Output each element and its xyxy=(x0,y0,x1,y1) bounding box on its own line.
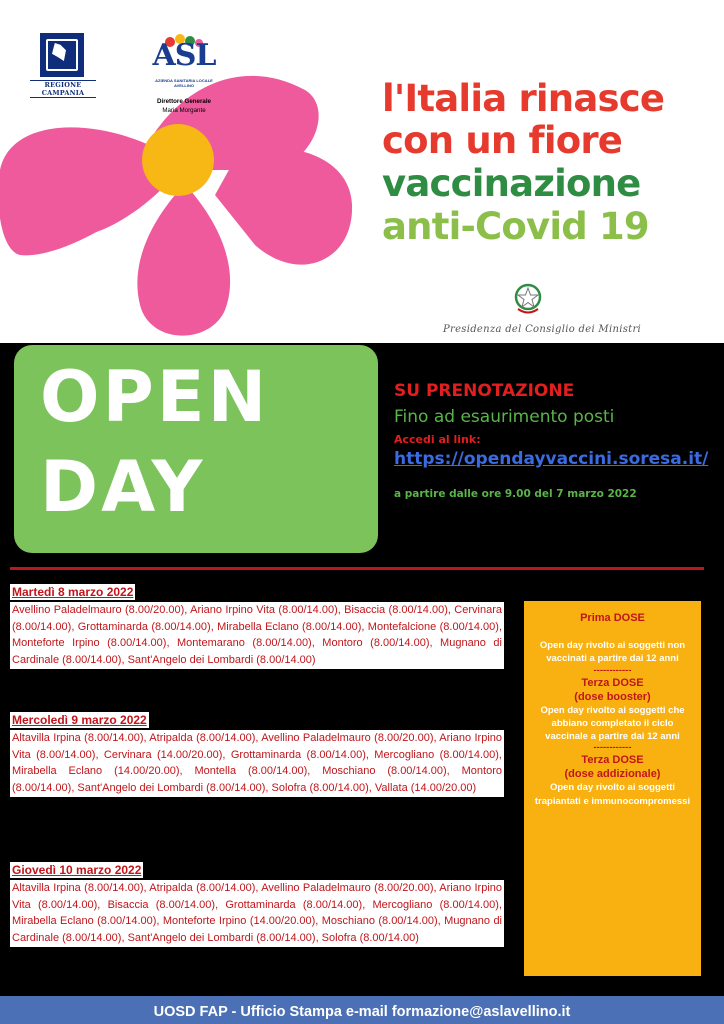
schedule-day-title: Martedì 8 marzo 2022 xyxy=(12,585,134,599)
first-dose-description: Open day rivolto ai soggetti non vaccinati a partire dai 12 anni xyxy=(539,640,686,665)
booster-dose-title: Terza DOSE xyxy=(581,676,644,689)
dose-separator: ------------ xyxy=(593,742,632,754)
divider-line xyxy=(10,567,704,570)
asl-subtitle: AZIENDA SANITARIA LOCALE AVELLINO xyxy=(155,78,213,88)
additional-dose-description: Open day rivolto ai soggetti trapiantati e immunocompromessi xyxy=(534,782,691,807)
booking-link[interactable]: https://opendayvaccini.soresa.it/ xyxy=(394,449,709,469)
campaign-banner xyxy=(0,0,724,343)
flower-center xyxy=(142,124,214,196)
regione-campania-label: REGIONE CAMPANIA xyxy=(30,80,96,98)
booking-info xyxy=(394,380,719,501)
schedule-day-locations: Altavilla Irpina (8.00/14.00), Atripalda (8.00/14.00), Avellino Paladelmauro (8.00/20.00), Ariano Irpino Vita (8.00/14.00), Cervinara (14.00/20.00), Grottaminarda (8.00/14.00), Mercogliano (8.00/14.00), Mirabella Eclano (14.00/20.00), Montella (8.00/14.00), Moschiano (8.00/14.00), Montoro (8.00/14.00), Sant'Angelo dei Lombardi (8.00/14.00), Solofra (8.00/14.00), Vallata (14.00/20.00) xyxy=(10,730,504,797)
booking-limit: Fino ad esaurimento posti xyxy=(394,407,615,427)
dose-separator: ------------ xyxy=(593,664,632,676)
open-word: OPEN xyxy=(40,356,270,438)
schedule-day xyxy=(10,861,504,947)
day-word: DAY xyxy=(40,446,206,528)
presidenza-consiglio-label: Presidenza del Consiglio dei Ministri xyxy=(442,324,642,335)
director-role: Direttore Generale xyxy=(157,98,211,105)
slogan-line-1: l'Italia rinasce xyxy=(382,77,665,120)
schedule-day-locations: Altavilla Irpina (8.00/14.00), Atripalda (8.00/14.00), Avellino Paladelmauro (8.00/20.00), Ariano Irpino Vita (8.00/14.00), Bisaccia (8.00/14.00), Grottaminarda (8.00/14.00), Mercogliano (8.00/14.00), Mirabella Eclano (8.00/14.00), Monteforte Irpino (14.00/20.00), Moschiano (8.00/14.00), Mugnano di Cardinale (8.00/14.00), Sant'Angelo dei Lombardi (8.00/14.00), Solofra (8.00/14.00) xyxy=(10,880,504,947)
slogan-line-4: anti-Covid 19 xyxy=(382,205,649,248)
booking-start-date: a partire dalle ore 9.00 del 7 marzo 2022 xyxy=(394,488,637,500)
schedule-day-locations: Avellino Paladelmauro (8.00/20.00), Ariano Irpino Vita (8.00/14.00), Bisaccia (8.00/14.00), Cervinara (8.00/14.00), Grottaminarda (8.00/14.00), Mirabella Eclano (8.00/14.00), Montefalcione (8.00/14.00), Monteforte Irpino (8.00/14.00), Montemarano (8.00/14.00), Montoro (8.00/14.00), Mugnano di Cardinale (8.00/14.00), Sant'Angelo dei Lombardi (8.00/14.00) xyxy=(10,602,504,669)
slogan-line-3: vaccinazione xyxy=(382,162,641,205)
schedule-day-title: Giovedì 10 marzo 2022 xyxy=(12,863,142,877)
open-day-badge xyxy=(14,345,378,553)
schedule-day-title: Mercoledì 9 marzo 2022 xyxy=(12,713,147,727)
first-dose-title: Prima DOSE xyxy=(580,612,645,624)
additional-dose-subtitle: (dose addizionale) xyxy=(564,768,661,781)
booking-access-label: Accedi al link: xyxy=(394,433,481,446)
director-general xyxy=(130,98,238,115)
regione-campania-logo xyxy=(30,33,96,95)
asl-logo xyxy=(150,34,218,92)
asl-mark: ASL xyxy=(152,38,216,73)
slogan-line-2: con un fiore xyxy=(382,119,623,162)
additional-dose-title: Terza DOSE xyxy=(581,754,644,767)
director-name: Maria Morgante xyxy=(162,106,206,114)
campaign-slogan xyxy=(382,78,722,248)
schedule-day xyxy=(10,711,504,797)
footer-contact: UOSD FAP - Ufficio Stampa e-mail formazione@aslavellino.it xyxy=(0,996,724,1024)
booster-dose-description: Open day rivolto ai soggetti che abbiano completato il ciclo vaccinale a partire dai 12 anni xyxy=(540,704,685,743)
schedule-day xyxy=(10,583,504,669)
booking-title: SU PRENOTAZIONE xyxy=(394,381,575,401)
dose-info-panel xyxy=(524,601,701,976)
booster-dose-subtitle: (dose booster) xyxy=(574,690,651,703)
italian-republic-emblem-icon xyxy=(512,282,544,316)
